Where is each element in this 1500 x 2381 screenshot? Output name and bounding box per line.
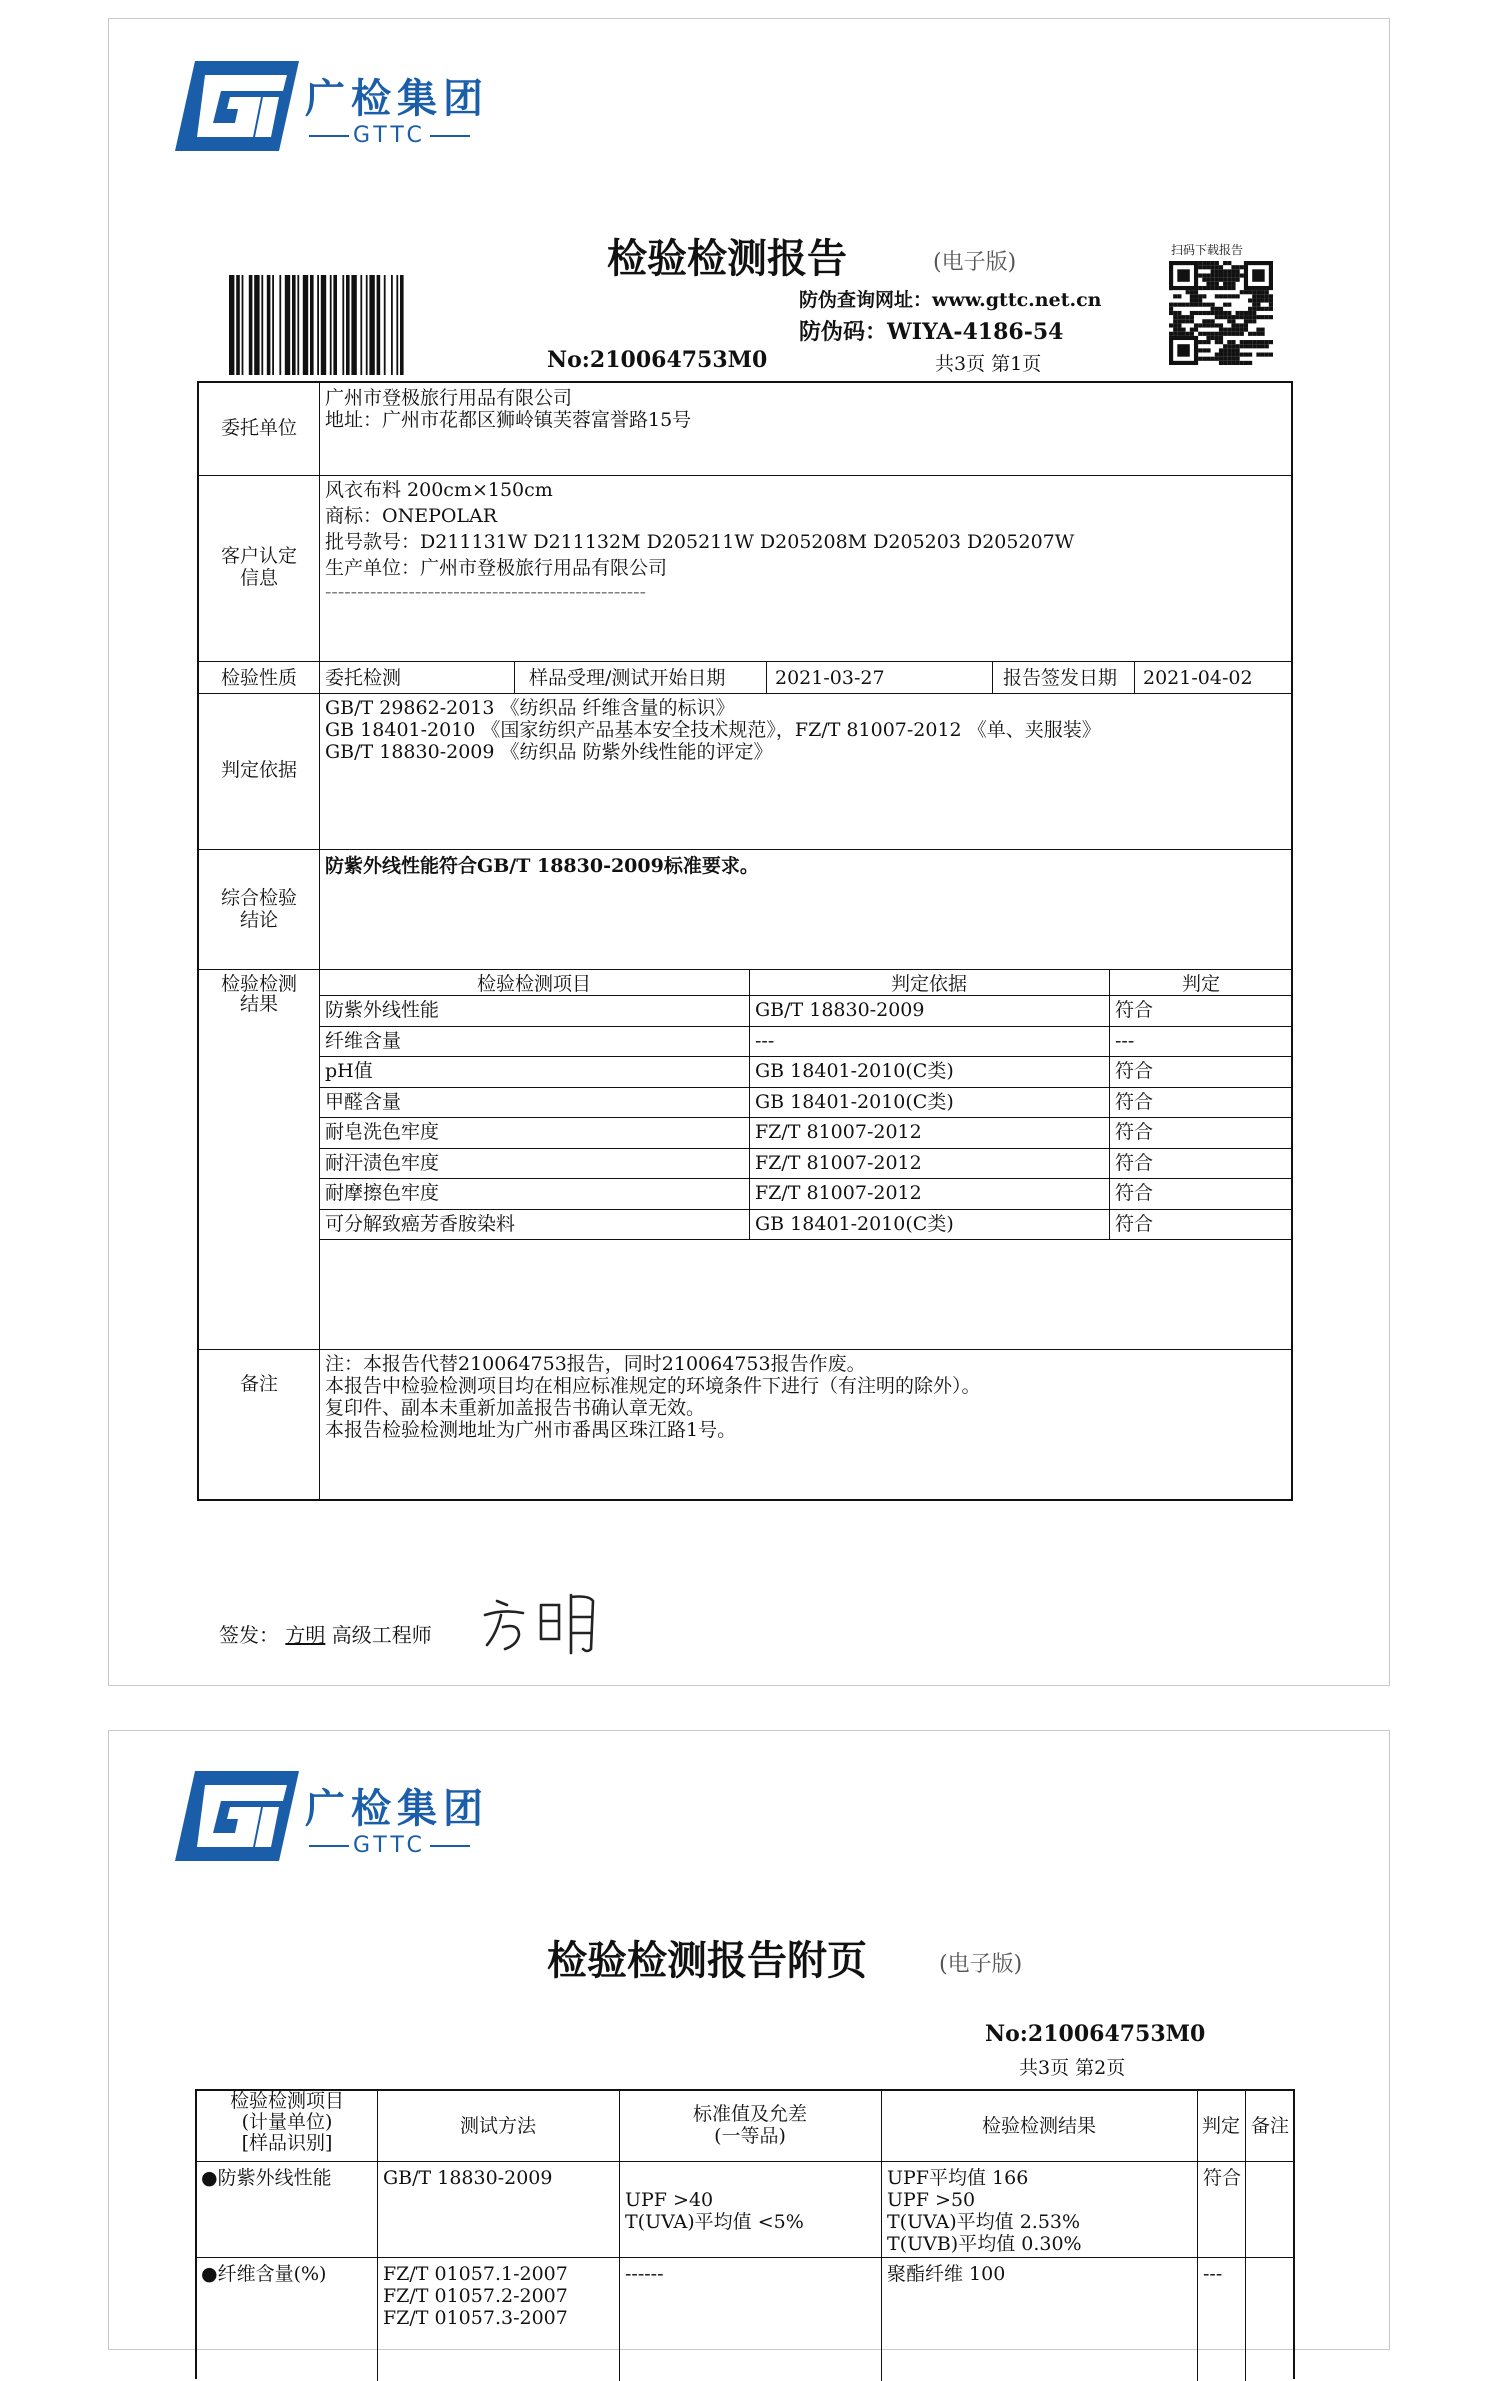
results-header-item: 检验检测项目	[476, 973, 591, 995]
anti-fake-code: 防伪码：WIYA-4186-54	[799, 319, 1064, 345]
result-row-verdict: 符合	[1115, 1090, 1154, 1113]
result-row-basis: FZ/T 81007-2012	[755, 1182, 922, 1204]
basis-label: 判定依据	[220, 759, 297, 781]
header-standard-2: (一等品)	[714, 2125, 786, 2147]
result-row-item: 防紫外线性能	[325, 999, 440, 1021]
row-1-result-1: UPF平均值 166	[887, 2167, 1029, 2189]
report-table	[197, 381, 1293, 1501]
barcode	[229, 275, 539, 375]
row-2-result: 聚酯纤维 100	[887, 2263, 1006, 2285]
conclusion-label-1: 综合检验	[220, 887, 297, 909]
row-2-method-2: FZ/T 01057.2-2007	[383, 2285, 568, 2307]
conclusion-text: 防紫外线性能符合GB/T 18830-2009标准要求。	[325, 855, 759, 877]
producer-line: 生产单位：广州市登极旅行用品有限公司	[325, 557, 668, 579]
gttc-logo	[175, 61, 515, 161]
report-number: No:210064753M0	[547, 347, 768, 373]
result-row-basis: GB 18401-2010(C类)	[755, 1090, 954, 1113]
page-info: 共3页 第2页	[1019, 2057, 1126, 2079]
start-date: 2021-03-27	[775, 667, 885, 689]
result-row-basis: ---	[755, 1029, 775, 1052]
result-row-verdict: 符合	[1115, 1121, 1154, 1143]
header-item-3: [样品识别]	[241, 2132, 333, 2154]
gttc-logo-icon	[175, 1771, 299, 1861]
remarks-label: 备注	[239, 1373, 278, 1395]
brand-name-cn: 广检集团	[305, 76, 489, 122]
row-1-item: ●防紫外线性能	[201, 2167, 332, 2189]
header-item-2: (计量单位)	[241, 2111, 333, 2133]
handwritten-signature	[479, 1587, 609, 1657]
row-1-result-3: T(UVA)平均值 2.53%	[887, 2211, 1081, 2233]
result-row-basis: FZ/T 81007-2012	[755, 1121, 922, 1143]
result-row-verdict: 符合	[1115, 999, 1154, 1021]
batch-line: 批号款号：D211131W D211132M D205211W D205208M D205203 D205207W	[325, 531, 1075, 553]
sign-line	[219, 1619, 432, 1648]
issue-date: 2021-04-02	[1143, 667, 1253, 689]
row-1-verdict: 符合	[1203, 2167, 1242, 2189]
result-row-item: 耐摩擦色牢度	[325, 1182, 440, 1204]
appendix-title: 检验检测报告附页	[547, 1938, 867, 1984]
result-row-item: 甲醛含量	[325, 1090, 402, 1113]
brand-line: 商标：ONEPOLAR	[325, 505, 498, 527]
result-row-basis: GB 18401-2010(C类)	[755, 1060, 954, 1082]
header-result: 检验检测结果	[981, 2115, 1096, 2137]
results-header-basis: 判定依据	[890, 973, 967, 995]
header-note: 备注	[1250, 2115, 1289, 2137]
result-row-item: 可分解致癌芳香胺染料	[325, 1212, 516, 1235]
results-label-1: 检验检测	[220, 973, 297, 995]
row-2-item: ●纤维含量(%)	[201, 2263, 327, 2285]
report-page-2	[108, 1730, 1390, 2350]
row-1-result-2: UPF >50	[887, 2189, 976, 2211]
row-1-method: GB/T 18830-2009	[383, 2167, 553, 2189]
page-info: 共3页 第1页	[935, 353, 1042, 375]
customer-info-label-2: 信息	[239, 567, 278, 589]
gttc-logo-icon	[175, 61, 299, 151]
signer-title: 高级工程师	[331, 1623, 432, 1647]
basis-line-1: GB/T 29862-2013 《纺织品 纤维含量的标识》	[325, 697, 735, 719]
result-row-verdict: 符合	[1115, 1212, 1154, 1235]
row-2-method-3: FZ/T 01057.3-2007	[383, 2307, 568, 2329]
basis-line-2: GB 18401-2010 《国家纺织产品基本安全技术规范》，FZ/T 81007-2012 《单、夹服装》	[325, 719, 1101, 741]
qr-label: 扫码下载报告	[1171, 243, 1244, 257]
gttc-logo	[175, 1771, 515, 1871]
client-name: 广州市登极旅行用品有限公司	[325, 387, 573, 409]
report-title: 检验检测报告	[607, 236, 847, 282]
conclusion-label-2: 结论	[239, 909, 278, 931]
qr-code-icon[interactable]	[1169, 261, 1273, 365]
result-row-item: 纤维含量	[325, 1029, 402, 1052]
client-address: 地址：广州市花都区狮岭镇芙蓉富誉路15号	[325, 409, 692, 431]
appendix-table	[195, 2089, 1295, 2379]
edition-label: (电子版)	[933, 250, 1017, 275]
report-page-1	[108, 18, 1390, 1686]
nature-label: 检验性质	[220, 667, 297, 689]
brand-name-en: GTTC	[305, 1833, 474, 1858]
client-label: 委托单位	[220, 417, 297, 439]
result-row-item: pH值	[325, 1060, 373, 1082]
row-2-verdict: ---	[1203, 2263, 1223, 2285]
row-2-standard: ------	[625, 2263, 664, 2285]
anti-fake-site: 防伪查询网址：www.gttc.net.cn	[799, 289, 1102, 311]
signer-name: 方明	[285, 1623, 326, 1647]
issue-date-label: 报告签发日期	[1003, 667, 1118, 689]
start-date-label: 样品受理/测试开始日期	[529, 667, 726, 689]
header-verdict: 判定	[1201, 2115, 1240, 2137]
row-1-standard-1: UPF >40	[625, 2189, 714, 2211]
row-1-result-4: T(UVB)平均值 0.30%	[887, 2233, 1082, 2255]
brand-name-cn: 广检集团	[305, 1786, 489, 1832]
brand-name-en: GTTC	[305, 123, 474, 148]
customer-info-label-1: 客户认定	[220, 545, 297, 567]
row-1-standard-2: T(UVA)平均值 <5%	[625, 2211, 804, 2233]
result-row-basis: GB 18401-2010(C类)	[755, 1212, 954, 1235]
separator-line: --------------------------------------------------	[325, 581, 646, 603]
row-2-method-1: FZ/T 01057.1-2007	[383, 2263, 568, 2285]
results-label-2: 结果	[239, 993, 278, 1015]
basis-line-3: GB/T 18830-2009 《纺织品 防紫外线性能的评定》	[325, 741, 773, 763]
results-header-verdict: 判定	[1181, 973, 1220, 995]
remark-line-3: 复印件、副本未重新加盖报告书确认章无效。	[325, 1397, 706, 1419]
edition-label: (电子版)	[939, 1952, 1023, 1977]
remark-line-2: 本报告中检验检测项目均在相应标准规定的环境条件下进行（有注明的除外）。	[325, 1375, 981, 1397]
header-method: 测试方法	[459, 2115, 536, 2137]
result-row-verdict: 符合	[1115, 1182, 1154, 1204]
result-row-verdict: 符合	[1115, 1060, 1154, 1082]
remark-line-1: 注：本报告代替210064753报告，同时210064753报告作废。	[325, 1353, 866, 1375]
result-row-basis: GB/T 18830-2009	[755, 999, 925, 1021]
header-standard-1: 标准值及允差	[692, 2103, 807, 2125]
result-row-verdict: ---	[1115, 1029, 1135, 1052]
product-line: 风衣布料 200cm×150cm	[325, 479, 553, 501]
remark-line-4: 本报告检验检测地址为广州市番禺区珠江路1号。	[325, 1419, 737, 1441]
result-row-item: 耐皂洗色牢度	[325, 1121, 440, 1143]
result-row-verdict: 符合	[1115, 1151, 1154, 1174]
nature-value: 委托检测	[325, 667, 402, 689]
result-row-item: 耐汗渍色牢度	[325, 1151, 440, 1174]
header-item-1: 检验检测项目	[229, 2090, 344, 2112]
sign-prefix: 签发：	[219, 1623, 279, 1647]
result-row-basis: FZ/T 81007-2012	[755, 1151, 922, 1174]
report-number: No:210064753M0	[985, 2021, 1206, 2047]
